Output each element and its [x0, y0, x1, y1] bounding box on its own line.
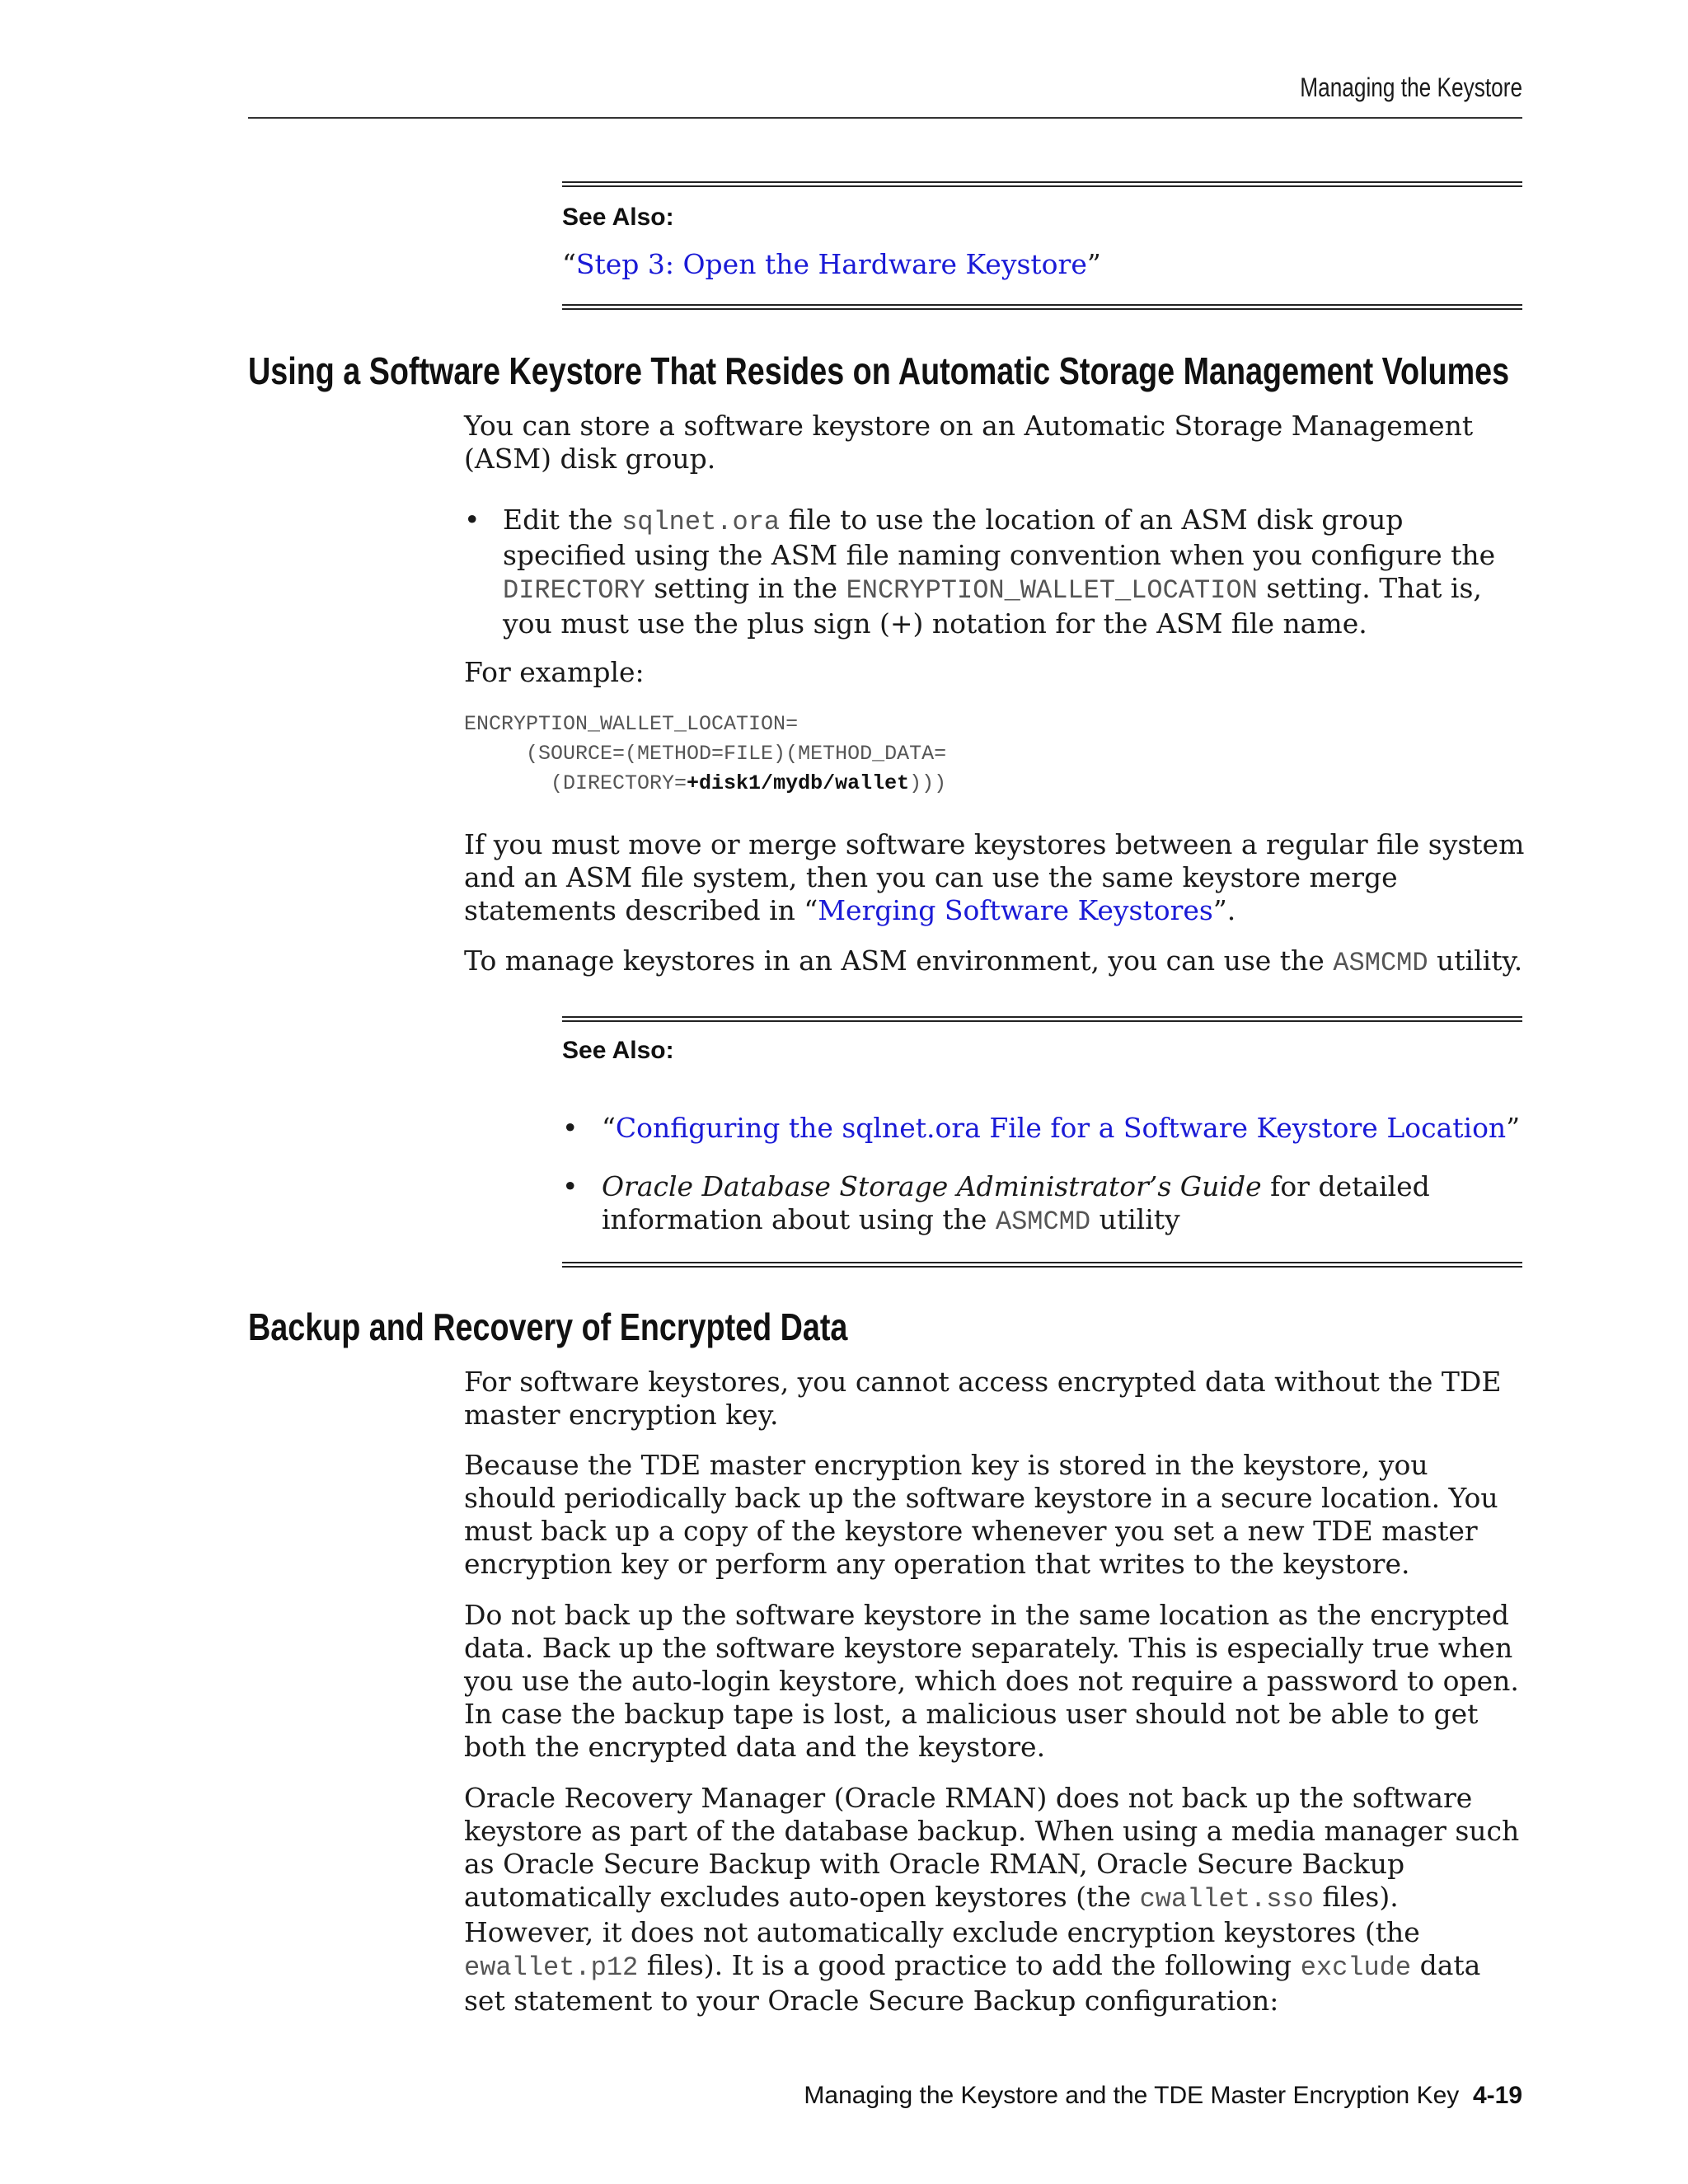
footer-title: Managing the Keystore and the TDE Master Encryption Key: [804, 2082, 1460, 2109]
section-heading-backup: Backup and Recovery of Encrypted Data: [248, 1305, 848, 1348]
asm-intro-paragraph: You can store a software keystore on an Automatic Storage Management (ASM) disk group.: [464, 410, 1474, 475]
exclude-code: exclude: [1300, 1952, 1412, 1983]
encryption-wallet-location-code: ENCRYPTION_WALLET_LOCATION: [846, 575, 1258, 606]
backup-paragraph-1: For software keystores, you cannot access encrypted data without the TDE master encryption key.: [464, 1366, 1502, 1431]
see-also-bottom-rule: [562, 304, 1522, 310]
see-also-2-item-2: Oracle Database Storage Administrator’s Guide for detailed information about using the ASMCMD utility: [602, 1170, 1430, 1237]
sqlnet-bullet-paragraph: Edit the sqlnet.ora file to use the location of an ASM disk group specified using the ASM file naming convention when you configure the DIRECTORY setting in the ENCRYPTION_WALLET_LOCATION setting. That is, you must use the plus sign (+) notation for the ASM file name.: [503, 504, 1496, 640]
open-quote: “: [562, 248, 576, 280]
header-divider: [248, 117, 1522, 119]
sqlnet-ora-code: sqlnet.ora: [621, 507, 781, 537]
for-example-label: For example:: [464, 656, 645, 688]
move-merge-paragraph: If you must move or merge software keystores between a regular file system and an ASM file system, then you can use the same keystore merge statements described in “Merging Software Keystores”.: [464, 828, 1525, 926]
see-also-2-label: See Also:: [562, 1037, 674, 1064]
bullet-dot: •: [562, 1112, 579, 1144]
configuring-sqlnet-link[interactable]: Configuring the sqlnet.ora File for a Software Keystore Location: [615, 1112, 1507, 1144]
ewallet-p12-code: ewallet.p12: [464, 1952, 639, 1983]
cwallet-sso-code: cwallet.sso: [1139, 1884, 1314, 1915]
code-example-block: [464, 710, 946, 799]
asmcmd-code: ASMCMD: [995, 1207, 1091, 1237]
bullet-dot: •: [464, 504, 481, 536]
step3-hardware-keystore-link[interactable]: Step 3: Open the Hardware Keystore: [575, 248, 1087, 280]
section-heading-asm: Using a Software Keystore That Resides on Automatic Storage Management Volumes: [248, 349, 1510, 392]
merging-software-keystores-link[interactable]: Merging Software Keystores: [818, 894, 1213, 926]
asmcmd-paragraph: To manage keystores in an ASM environment, you can use the ASMCMD utility.: [464, 944, 1523, 978]
asmcmd-code: ASMCMD: [1333, 948, 1428, 978]
backup-paragraph-2: Because the TDE master encryption key is stored in the keystore, you should periodically back up the software keystore in a secure location. You must back up a copy of the keystore whenever you set a new TDE master encryption key or perform any operation that writes to the keystore.: [464, 1449, 1498, 1580]
code-line: (DIRECTORY=+disk1/mydb/wallet))): [464, 771, 947, 795]
page-footer: [804, 2082, 1522, 2110]
storage-admin-guide-title: Oracle Database Storage Administrator’s Guide: [602, 1170, 1262, 1202]
see-also-2-top-rule: [562, 1016, 1522, 1022]
close-quote: ”: [1086, 248, 1101, 280]
backup-paragraph-3: Do not back up the software keystore in the same location as the encrypted data. Back up the software keystore separately. This is especially true when you use the auto-login keystore, which does not require a password to open. In case the backup tape is lost, a malicious user should not be able to get both the encrypted data and the keystore.: [464, 1599, 1519, 1763]
see-also-link-line: [562, 248, 1101, 281]
see-also-top-rule: [562, 181, 1522, 187]
code-line: ENCRYPTION_WALLET_LOCATION=: [464, 712, 799, 736]
see-also-2-item-1: “Configuring the sqlnet.ora File for a Software Keystore Location”: [602, 1112, 1521, 1144]
directory-code: DIRECTORY: [503, 575, 645, 606]
bullet-dot: •: [562, 1170, 579, 1202]
backup-paragraph-4: Oracle Recovery Manager (Oracle RMAN) does not back up the software keystore as part of the database backup. When using a media manager such as Oracle Secure Backup with Oracle RMAN, Oracle Secure Backup automatically excludes auto-open keystores (the cwallet.sso files). However, it does not automatically exclude encryption keystores (the ewallet.p12 files). It is a good practice to add the following exclude data set statement to your Oracle Secure Backup configuration:: [464, 1782, 1520, 2017]
code-line: (SOURCE=(METHOD=FILE)(METHOD_DATA=: [464, 742, 947, 766]
running-header: Managing the Keystore: [1300, 73, 1522, 102]
see-also-label: See Also:: [562, 204, 674, 231]
page-number: 4-19: [1472, 2082, 1522, 2109]
see-also-2-bottom-rule: [562, 1262, 1522, 1268]
